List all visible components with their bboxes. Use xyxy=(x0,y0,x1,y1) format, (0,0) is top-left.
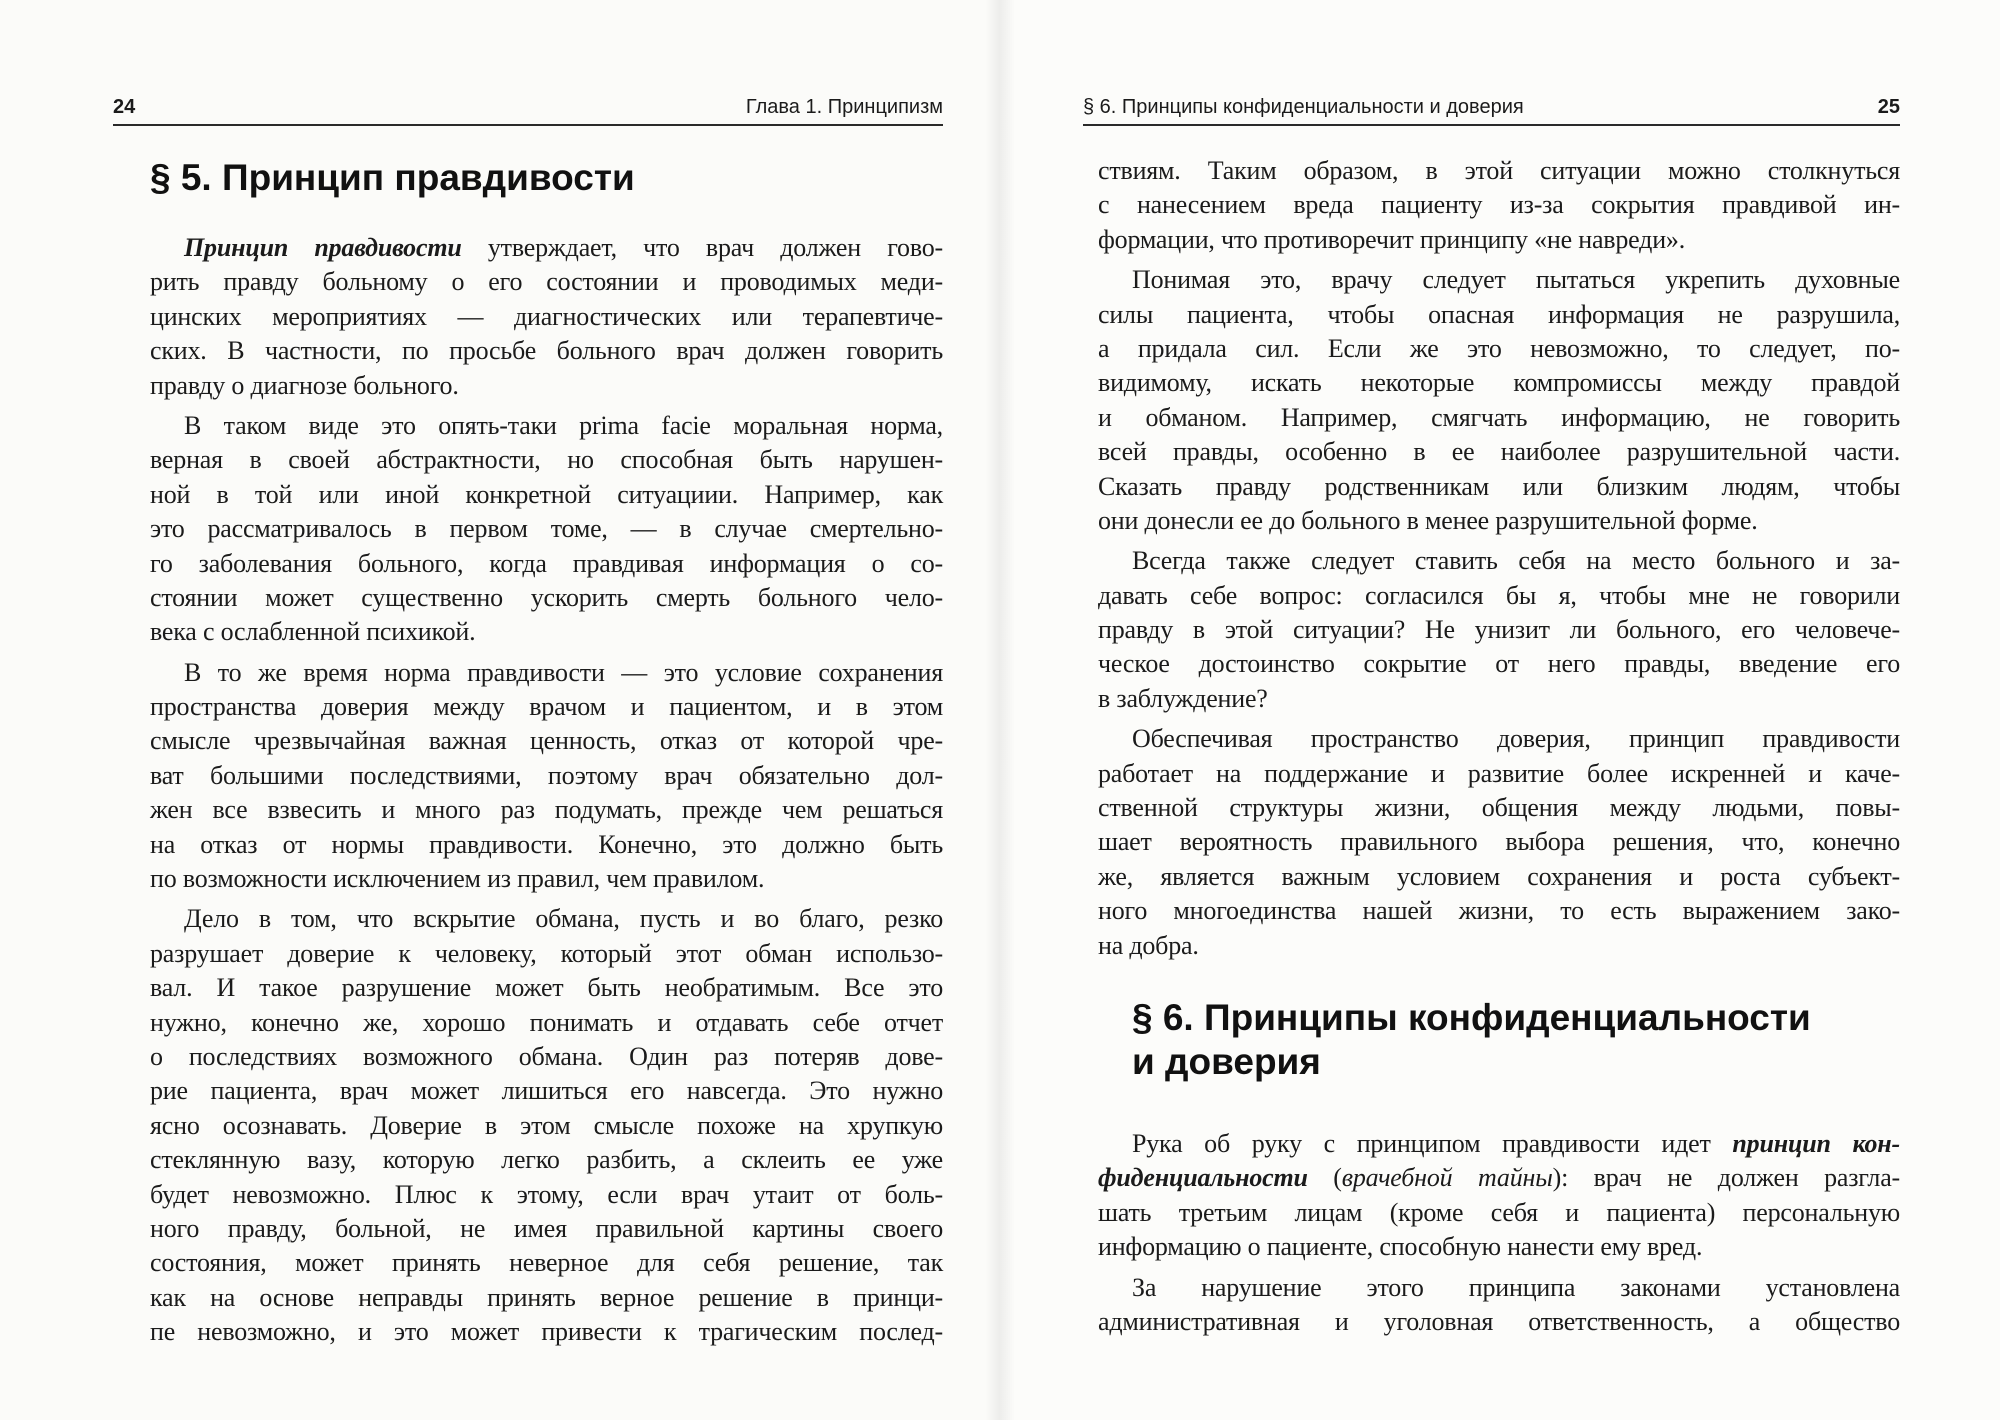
text-line: на отказ от нормы правдивости. Конечно, это должно быть xyxy=(150,829,943,859)
text-line: верная в своей абстрактности, но способная быть нарушен- xyxy=(150,445,943,475)
emphasis: врачебной тайны xyxy=(1341,1163,1553,1193)
term: фиденциальности xyxy=(1098,1163,1308,1193)
text-line: рить правду больному о его состоянии и проводимых меди- xyxy=(150,267,943,297)
body-text xyxy=(150,231,943,1350)
paragraph xyxy=(150,409,943,650)
text-line: Понимая это, врачу следует пытаться укрепить духовные xyxy=(1132,265,1900,295)
page-number: 25 xyxy=(1877,96,1900,118)
text-line: формации, что противоречит принципу «не навреди». xyxy=(1098,224,1686,254)
paragraph xyxy=(1098,722,1900,963)
text-line: рие пациента, врач может лишиться его навсегда. Это нужно xyxy=(150,1076,943,1106)
text-line: в заблуждение? xyxy=(1098,683,1268,713)
text-line: ственной структуры жизни, общения между людьми, повы- xyxy=(1098,793,1900,823)
text-line: шает вероятность правильного выбора решения, что, конечно xyxy=(1098,827,1900,857)
text-line: жен все взвесить и много раз подумать, прежде чем решаться xyxy=(150,795,943,825)
text-line: Обеспечивая пространство доверия, принцип правдивости xyxy=(1132,724,1900,754)
text-line: всей правды, особенно в ее наиболее разрушительной части. xyxy=(1098,437,1900,467)
paragraph xyxy=(150,902,943,1349)
page-number: 24 xyxy=(113,96,136,118)
text-line: пе невозможно, и это может привести к трагическим послед- xyxy=(150,1317,943,1347)
text-span: ): врач не должен разгла- xyxy=(1552,1163,1900,1193)
text-line: а придала сил. Если же это невозможно, то следует, по- xyxy=(1098,333,1900,363)
text-line: по возможности исключением из правил, чем правилом. xyxy=(150,864,765,894)
text-line: Сказать правду родственникам или близким людям, чтобы xyxy=(1098,471,1900,501)
text-line: ного правду, больной, не имея правильной картины своего xyxy=(150,1213,943,1243)
text-line: силы пациента, чтобы опасная информация не разрушила, xyxy=(1098,299,1900,329)
text-line: Дело в том, что вскрытие обмана, пусть и во благо, резко xyxy=(184,904,943,934)
text-line: ного многоединства нашей жизни, то есть выражением зако- xyxy=(1098,896,1900,926)
text-line: В таком виде это опять-таки prima facie моральная норма, xyxy=(184,410,943,440)
text-line: работает на поддержание и развитие более искренней и каче- xyxy=(1098,758,1900,788)
running-head-text: Глава 1. Принципизм xyxy=(745,96,943,118)
text-line: ческое достоинство сокрытие от него правды, введение его xyxy=(1098,649,1900,679)
text-line: Всегда также следует ставить себя на место больного и за- xyxy=(1132,546,1900,576)
text-line: вал. И такое разрушение может быть необратимым. Все это xyxy=(150,973,943,1003)
text-line: как на основе неправды принять верное решение в принци- xyxy=(150,1282,943,1312)
text-line: с нанесением вреда пациенту из-за сокрытия правдивой ин- xyxy=(1098,190,1900,220)
text-span: утверждает, что врач должен гово- xyxy=(461,233,944,262)
paragraph xyxy=(1098,1271,1900,1340)
section-title-line: и доверия xyxy=(1132,1041,1321,1082)
text-line: на добра. xyxy=(1098,930,1199,960)
right-page xyxy=(1000,0,2000,1420)
text-line: шать третьим лицам (кроме себя и пациента) персональную xyxy=(1098,1197,1900,1227)
text-line: пространства доверия между врачом и пациентом, и в этом xyxy=(150,692,943,722)
section-title-line: § 6. Принципы конфиденциальности xyxy=(1132,997,1811,1038)
paragraph xyxy=(1098,1127,1900,1265)
text-line: же, является важным условием сохранения и роста субъект- xyxy=(1098,861,1900,891)
text-line: нужно, конечно же, хорошо понимать и отдавать себе отчет xyxy=(150,1007,943,1037)
text-line xyxy=(1098,1127,1900,1161)
text-line: разрушает доверие к человеку, который этот обман использо- xyxy=(150,938,943,968)
term: принцип кон- xyxy=(1732,1129,1900,1158)
running-header xyxy=(1083,90,1900,126)
text-line: информацию о пациенте, способную нанести ему вред. xyxy=(1098,1232,1703,1262)
text-line: будет невозможно. Плюс к этому, если врач утаит от боль- xyxy=(150,1179,943,1209)
term: Принцип правдивости xyxy=(184,233,462,262)
text-line: состояния, может принять неверное для себя решение, так xyxy=(150,1248,943,1278)
text-span: ( xyxy=(1307,1163,1342,1193)
text-line: правду о диагнозе больного. xyxy=(150,370,459,400)
text-line: давать себе вопрос: согласился бы я, чтобы мне не говорили xyxy=(1098,580,1900,610)
text-line: и обманом. Например, смягчать информацию, не говорить xyxy=(1098,402,1900,432)
text-line: стеклянную вазу, которую легко разбить, а склеить ее уже xyxy=(150,1145,943,1175)
text-line: они донесли ее до больного в менее разрушительной форме. xyxy=(1098,505,1758,535)
text-line: го заболевания больного, когда правдивая информация о со- xyxy=(150,548,943,578)
body-text-bottom xyxy=(1098,1121,1900,1339)
paragraph xyxy=(150,656,943,897)
section-title xyxy=(1132,996,1811,1084)
text-line: видимому, искать некоторые компромиссы между правдой xyxy=(1098,368,1900,398)
running-header xyxy=(113,90,943,126)
text-line: это рассматривалось в первом томе, — в случае смертельно- xyxy=(150,514,943,544)
text-line: о последствиях возможного обмана. Один раз потеряв дове- xyxy=(150,1041,943,1071)
text-line xyxy=(150,231,943,265)
text-line: ских. В частности, по просьбе больного врач должен говорить xyxy=(150,336,943,366)
text-line: ствиям. Таким образом, в этой ситуации можно столкнуться xyxy=(1098,156,1900,185)
body-text-top xyxy=(1098,148,1900,963)
text-line: ват большими последствиями, поэтому врач обязательно дол- xyxy=(150,760,943,790)
text-span: Рука об руку с принципом правдивости идет xyxy=(1132,1129,1733,1158)
text-line: ной в той или иной конкретной ситуациии. Например, как xyxy=(150,479,943,509)
running-head-text: § 6. Принципы конфиденциальности и доверия xyxy=(1083,96,1524,118)
text-line: В то же время норма правдивости — это условие сохранения xyxy=(184,657,943,687)
text-line: правду в этой ситуации? Не унизит ли больного, его человече- xyxy=(1098,615,1900,645)
text-line: ясно осознавать. Доверие в этом смысле похоже на хрупкую xyxy=(150,1110,943,1140)
text-line: За нарушение этого принципа законами установлена xyxy=(1132,1272,1900,1302)
text-line: смысле чрезвычайная важная ценность, отказ от которой чре- xyxy=(150,726,943,756)
paragraph xyxy=(1098,263,1900,538)
text-line: стоянии может существенно ускорить смерть больного чело- xyxy=(150,582,943,612)
book-gutter xyxy=(985,0,1015,1420)
paragraph xyxy=(1098,544,1900,716)
text-line: века с ослабленной психикой. xyxy=(150,617,476,647)
paragraph xyxy=(150,231,943,403)
text-line: цинских мероприятиях — диагностических или терапевтиче- xyxy=(150,301,943,331)
text-line: административная и уголовная ответственность, а общество xyxy=(1098,1306,1900,1336)
paragraph xyxy=(1098,154,1900,257)
section-title: § 5. Принцип правдивости xyxy=(150,157,635,198)
text-line xyxy=(1098,1161,1900,1195)
